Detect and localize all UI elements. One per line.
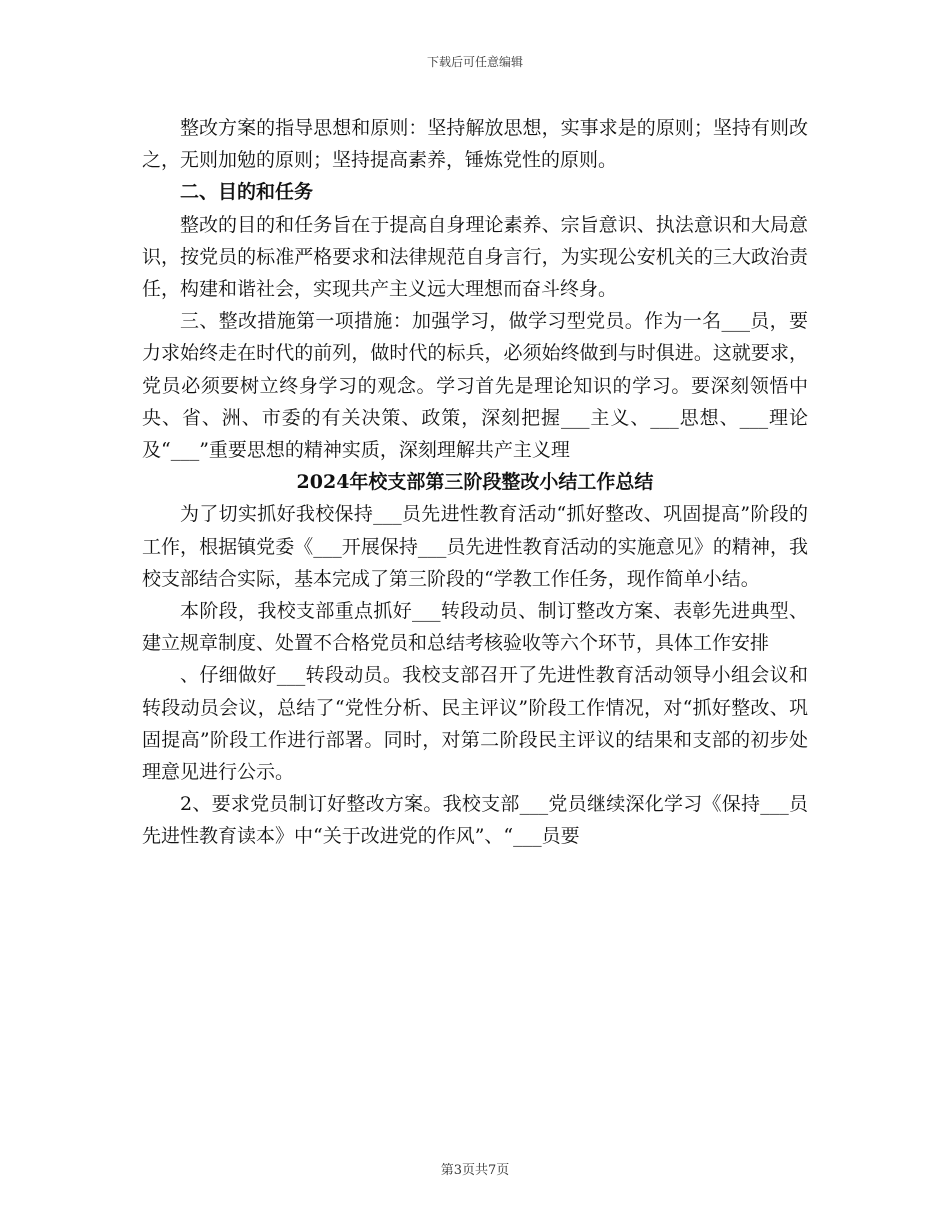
section-heading-goals: 二、目的和任务	[180, 181, 314, 204]
document-title: 2024年校支部第三阶段整改小结工作总结	[296, 471, 654, 494]
page-footer: 第3页共7页	[440, 1163, 510, 1178]
document-body	[142, 112, 808, 853]
paragraph-measures: 三、整改措施第一项措施：加强学习，做学习型党员。作为一名___员，要力求始终走在时代的前列，做时代的标兵，必须始终做到与时俱进。这就要求，党员必须要树立终身学习的观念。学习首先是理论知识的学习。要深刻领悟中央、省、洲、市委的有关决策、政策，深刻把握___主义、___思想、___理论及“___”重要思想的精神实质，深刻理解共产主义理	[142, 310, 808, 462]
page-header: 下载后可任意编辑	[426, 55, 523, 69]
paragraph-rectification-plan: 2、要求党员制订好整改方案。我校支部___党员继续深化学习《保持___员先进性教育读本》中“关于改进党的作风”、“___员要	[142, 793, 808, 848]
paragraph-mobilization: 、仔细做好___转段动员。我校支部召开了先进性教育活动领导小组会议和转段动员会议，总结了“党性分析、民主评议”阶段工作情况，对“抓好整改、巩固提高”阶段工作进行部署。同时，对第二阶段民主评议的结果和支部的初步处理意见进行公示。	[142, 664, 808, 784]
paragraph-guiding-principles: 整改方案的指导思想和原则：坚持解放思想，实事求是的原则；坚持有则改之，无则加勉的原则；坚持提高素养，锤炼党性的原则。	[142, 117, 808, 172]
paragraph-stage-overview: 本阶段，我校支部重点抓好___转段动员、制订整改方案、表彰先进典型、建立规章制度、处置不合格党员和总结考核验收等六个环节，具体工作安排	[142, 600, 808, 655]
paragraph-intro: 为了切实抓好我校保持___员先进性教育活动“抓好整改、巩固提高”阶段的工作，根据镇党委《___开展保持___员先进性教育活动的实施意见》的精神，我校支部结合实际，基本完成了第三阶段的“学教工作任务，现作简单小结。	[142, 503, 808, 590]
paragraph-goals: 整改的目的和任务旨在于提高自身理论素养、宗旨意识、执法意识和大局意识，按党员的标准严格要求和法律规范自身言行，为实现公安机关的三大政治责任，构建和谐社会，实现共产主义远大理想而奋斗终身。	[142, 213, 808, 301]
